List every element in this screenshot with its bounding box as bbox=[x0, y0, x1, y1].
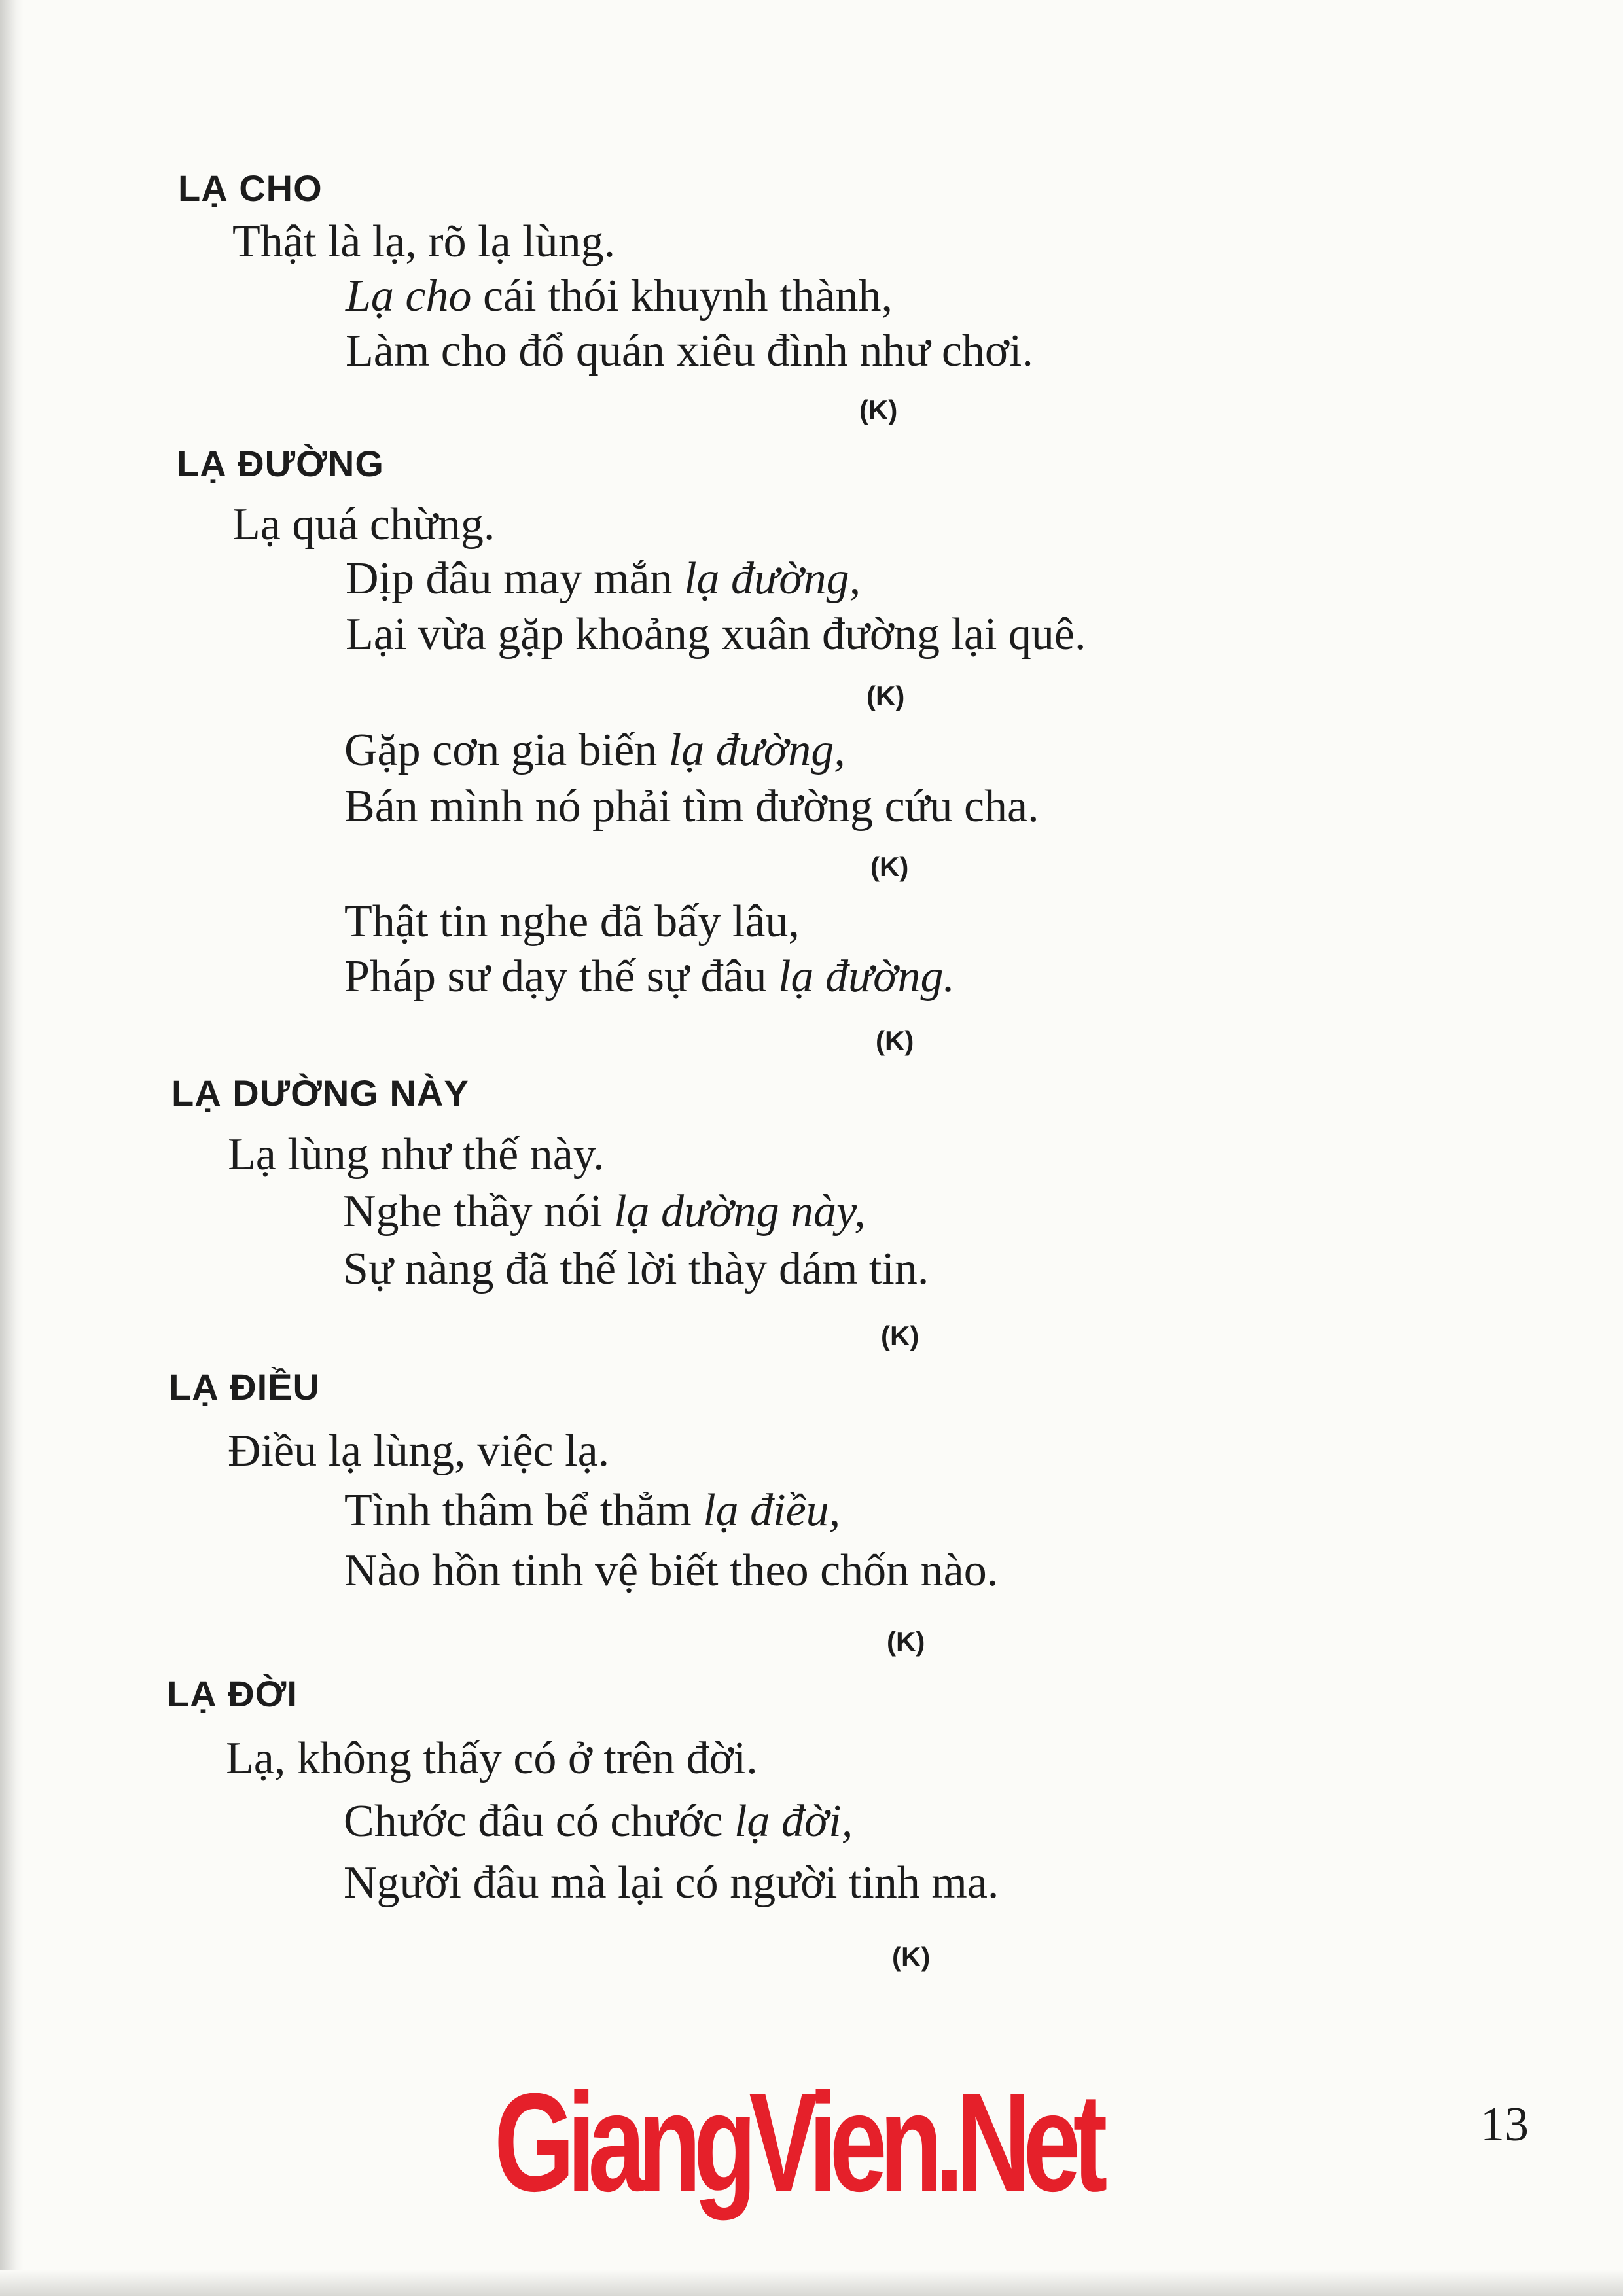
verse-text: Tình thâm bể thẳm bbox=[344, 1485, 704, 1536]
entry-headword: LẠ ĐỜI bbox=[167, 1673, 298, 1714]
source-citation: (K) bbox=[887, 1626, 925, 1657]
verse-line bbox=[344, 1545, 998, 1597]
entry-definition: Lạ, không thấy có ở trên đời. bbox=[226, 1733, 758, 1784]
verse-line bbox=[344, 781, 1039, 833]
verse-text: Gặp cơn gia biến bbox=[344, 725, 669, 775]
source-citation: (K) bbox=[876, 1025, 914, 1056]
verse-text: cái thói khuynh thành, bbox=[471, 271, 893, 321]
verse-emphasis: lạ đường, bbox=[684, 554, 861, 604]
verse-line bbox=[344, 724, 846, 777]
entry-definition: Thật là lạ, rõ lạ lùng. bbox=[232, 217, 616, 267]
verse-text: Làm cho đổ quán xiêu đình như chơi. bbox=[346, 326, 1033, 376]
entry-headword: LẠ CHO bbox=[178, 168, 323, 209]
verse-line bbox=[346, 609, 1086, 661]
verse-line bbox=[344, 1485, 840, 1537]
entry-headword: LẠ DƯỜNG NÀY bbox=[171, 1072, 469, 1114]
verse-line bbox=[344, 896, 800, 948]
verse-text: Nghe thầy nói bbox=[343, 1186, 615, 1237]
verse-text: Lại vừa gặp khoảng xuân đường lại quê. bbox=[346, 609, 1086, 660]
verse-text: Bán mình nó phải tìm đường cứu cha. bbox=[344, 781, 1039, 832]
entry-definition: Lạ quá chừng. bbox=[232, 499, 495, 550]
verse-emphasis: lạ đời, bbox=[734, 1796, 853, 1846]
source-citation: (K) bbox=[859, 395, 898, 425]
source-citation: (K) bbox=[866, 680, 905, 711]
verse-emphasis: lạ điều, bbox=[703, 1485, 841, 1536]
verse-line bbox=[346, 325, 1033, 378]
verse-emphasis: lạ đường. bbox=[778, 951, 955, 1002]
entry-definition: Lạ lùng như thế này. bbox=[228, 1129, 605, 1180]
verse-text: Thật tin nghe đã bấy lâu, bbox=[344, 896, 800, 947]
watermark-logo: GiangVien.Net bbox=[494, 2064, 1100, 2221]
entry-definition: Điều lạ lùng, việc lạ. bbox=[228, 1426, 610, 1476]
verse-text: Pháp sư dạy thế sự đâu bbox=[344, 951, 779, 1002]
verse-line bbox=[343, 1186, 866, 1238]
verse-line bbox=[344, 1795, 853, 1848]
verse-emphasis: lạ dường này, bbox=[614, 1186, 866, 1237]
verse-text: Nào hồn tinh vệ biết theo chốn nào. bbox=[344, 1545, 999, 1596]
verse-text: Sự nàng đã thế lời thày dám tin. bbox=[343, 1244, 929, 1294]
verse-emphasis: lạ đường, bbox=[668, 725, 846, 775]
verse-line bbox=[343, 1243, 929, 1296]
verse-line bbox=[346, 270, 893, 323]
source-citation: (K) bbox=[881, 1320, 919, 1351]
verse-emphasis: Lạ cho bbox=[346, 271, 472, 321]
entry-headword: LẠ ĐIỀU bbox=[169, 1366, 320, 1407]
verse-line bbox=[344, 951, 955, 1003]
entry-headword: LẠ ĐƯỜNG bbox=[177, 443, 384, 484]
verse-text: Dịp đâu may mắn bbox=[346, 554, 685, 604]
verse-text: Người đâu mà lại có người tinh ma. bbox=[344, 1858, 999, 1908]
verse-line bbox=[344, 1857, 999, 1909]
verse-text: Chước đâu có chước bbox=[344, 1796, 734, 1846]
verse-line bbox=[346, 553, 861, 605]
page-number: 13 bbox=[1480, 2098, 1529, 2151]
source-citation: (K) bbox=[892, 1941, 931, 1972]
source-citation: (K) bbox=[870, 851, 909, 882]
